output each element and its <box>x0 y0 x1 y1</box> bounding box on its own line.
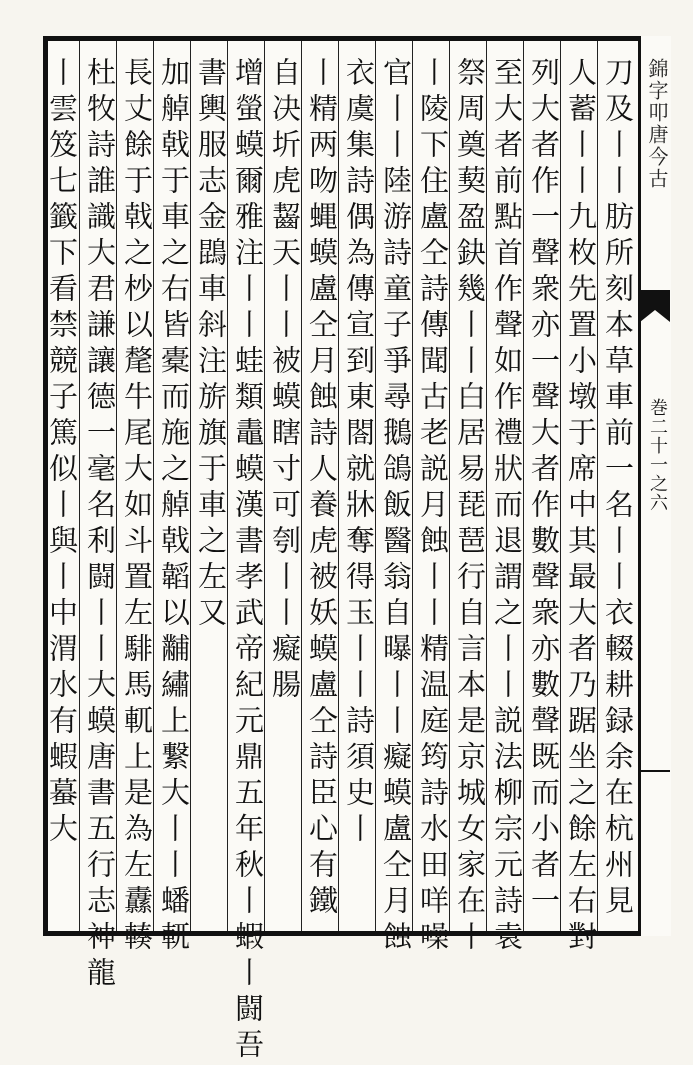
column-text: 加䑲戟于車之右皆橐而施之䑲戟韜以黼繡上繋大丨丨蟠軏 <box>157 57 191 957</box>
text-column <box>523 41 564 931</box>
column-text: 人蓄丨丨九枚先置小墩于席中其最大者乃踞坐之餘左右對 <box>564 57 598 957</box>
column-text: 丨陵下住盧仝詩傳聞古老説月蝕丨丨精温庭筠詩水田咩噪 <box>416 57 450 957</box>
text-column <box>190 41 231 931</box>
text-column <box>449 41 490 957</box>
column-text: 祭周奠葜盈鈌幾丨丨白居易琵琶行自言本是京城女家在丨 <box>453 57 487 957</box>
fold-volume-label: 巻二十一之六 <box>647 398 668 512</box>
text-column <box>227 41 268 1065</box>
column-text: 刀及丨丨肪所刻本草車前一名丨丨衣輟耕録余在杭州見一 <box>601 57 635 957</box>
fishtail-mark-icon <box>640 292 670 332</box>
text-column <box>375 41 416 957</box>
text-column <box>79 41 120 993</box>
column-text: 官丨丨陸游詩童子爭尋鵝鴿飯醫翁自曝丨丨癡蟆盧仝月蝕 <box>379 57 413 957</box>
column-text: 書輿服志金鵾車斜注旂旗于車之左又 <box>194 57 228 633</box>
text-column <box>560 41 601 957</box>
column-text: 杜牧詩誰識大君謙讓德一毫名利闘丨丨大蟆唐書五行志神龍 <box>83 57 117 993</box>
column-text: 丨精两吻蝿蟆盧仝月蝕詩人養虎被妖蟆盧仝詩臣心有鐵一 <box>305 57 339 957</box>
column-text: 衣虞集詩偶為傳宣到東閤就牀奪得玉丨丨詩須史丨 <box>342 57 376 849</box>
column-text: 增螢蟆爾雅注丨丨蛙類鼃蟆漢書孝武帝紀元鼎五年秋丨蝦丨闘吾 <box>231 57 265 1065</box>
column-text: 長丈餘于戟之杪以氂牛尾大如斗置左騑馬軏上是為左纛輳 <box>120 57 154 957</box>
column-text: 丨雲笈七籤下看禁競子篤似丨與丨中渭水有蝦蟇大 <box>45 57 79 849</box>
column-text: 至大者前點首作聲如作禮狀而退謂之丨丨説法柳宗元詩袁 <box>490 57 524 957</box>
text-column <box>153 41 194 957</box>
text-column <box>597 41 638 957</box>
fold-divider-lower <box>640 770 670 772</box>
text-column <box>412 41 453 957</box>
column-text: 自决圻虎齧天丨丨被蟆瞎寸可刳丨丨癡腸 <box>268 57 302 705</box>
text-column <box>301 41 342 957</box>
fold-book-title: 錦字叩唐今古 <box>645 58 669 190</box>
text-block <box>45 41 638 1065</box>
text-column <box>264 41 305 931</box>
text-column <box>338 41 379 931</box>
column-text: 列大者作一聲衆亦一聲大者作數聲衆亦數聲既而小者一 <box>527 57 561 921</box>
text-column <box>116 41 157 957</box>
text-column <box>42 41 83 931</box>
text-column <box>486 41 527 957</box>
